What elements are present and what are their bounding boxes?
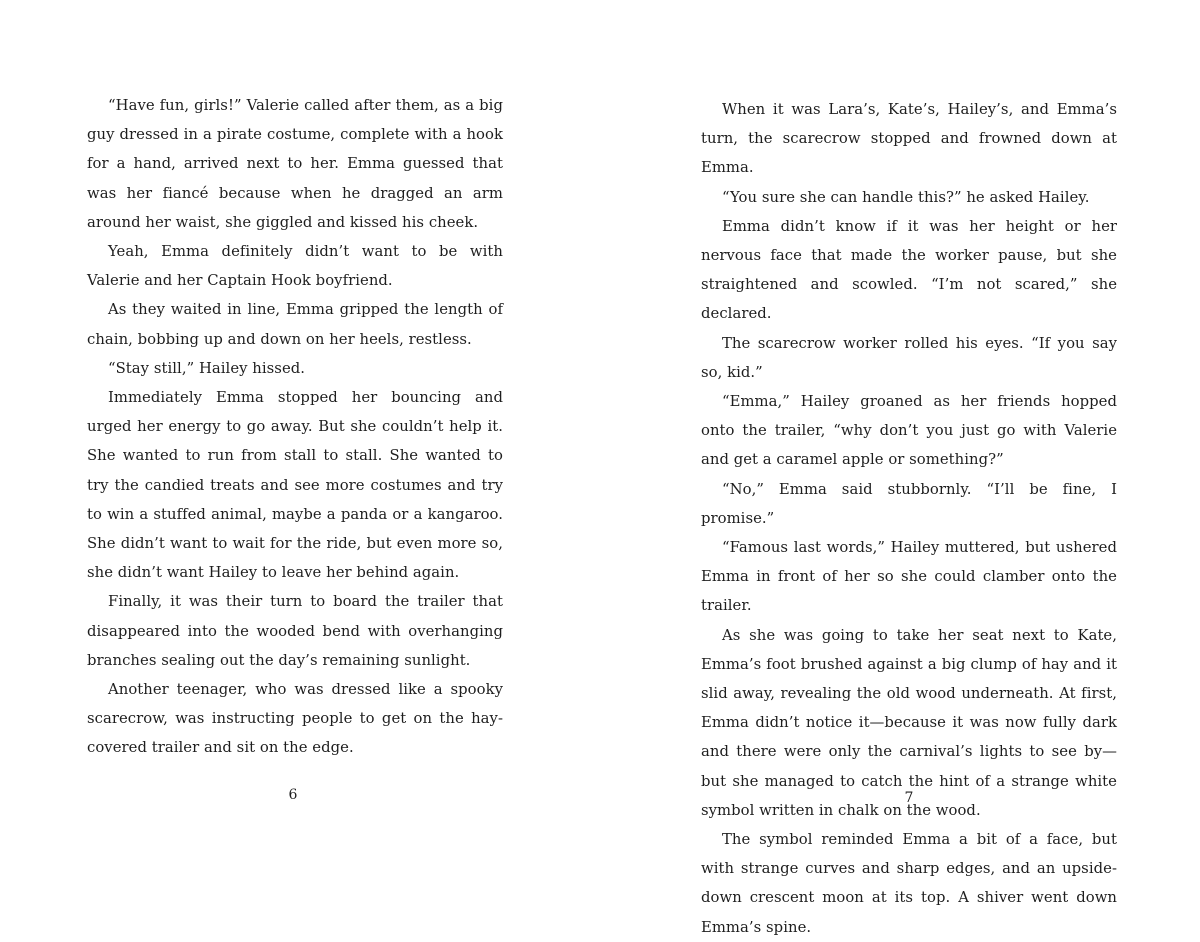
paragraph: The symbol reminded Emma a bit of a face, but with strange curves and sharp edges, and an upside-down crescent moon at its top. A shiver went down Emma’s spine. [701,831,1117,936]
page-number-right: 7 [904,790,914,806]
page-number-left: 6 [288,787,298,803]
paragraph: Another teenager, who was dressed like a spooky scarecrow, was instructing people to get on the hay-covered trailer and sit on the edge. [87,681,503,757]
paragraph: “No,” Emma said stubbornly. “I’ll be fine, I promise.” [701,480,1117,527]
paragraph: “Famous last words,” Hailey muttered, but ushered Emma in front of her so she could clamber onto the trailer. [701,539,1117,615]
paragraph: “Stay still,” Hailey hissed. [108,359,306,377]
paragraph: Emma didn’t know if it was her height or her nervous face that made the worker pause, but she straightened and scowled. “I’m not scared,” she declared. [701,217,1117,323]
paragraph: “You sure she can handle this?” he asked Hailey. [722,188,1090,206]
paragraph: Yeah, Emma definitely didn’t want to be with Valerie and her Captain Hook boyfriend. [87,243,503,290]
paragraph: As she was going to take her seat next to Kate, Emma’s foot brushed against a big clump of hay and it slid away, revealing the old wood underneath. At first, Emma didn’t notice it—because it was now fully dark and there were only the carnival’s lights to see by—but she managed to catch the hint of a strange white symbol written in chalk on the wood. [701,626,1117,819]
paragraph: As they waited in line, Emma gripped the length of chain, bobbing up and down on her heels, restless. [87,301,503,348]
paragraph: Finally, it was their turn to board the trailer that disappeared into the wooded bend with overhanging branches sealing out the day’s remaining sunlight. [87,593,503,669]
left-page-text [87,91,503,763]
paragraph: “Have fun, girls!” Valerie called after them, as a big guy dressed in a pirate costume, complete with a hook for a hand, arrived next to her. Emma guessed that was her fiancé because when he dragged an arm around her waist, she giggled and kissed his cheek. [87,97,503,231]
right-page [600,0,1200,936]
right-page-text [701,95,1117,942]
paragraph: Immediately Emma stopped her bouncing and urged her energy to go away. But she couldn’t help it. She wanted to run from stall to stall. She wanted to try the candied treats and see more costumes and try to win a stuffed animal, maybe a panda or a kangaroo. She didn’t want to wait for the ride, but even more so, she didn’t want Hailey to leave her behind again. [87,389,503,582]
paragraph: “Emma,” Hailey groaned as her friends hopped onto the trailer, “why don’t you just go with Valerie and get a caramel apple or something?” [701,393,1117,469]
left-page [0,0,600,860]
paragraph: The scarecrow worker rolled his eyes. “If you say so, kid.” [701,334,1117,381]
paragraph: When it was Lara’s, Kate’s, Hailey’s, and Emma’s turn, the scarecrow stopped and frowned down at Emma. [701,101,1117,177]
